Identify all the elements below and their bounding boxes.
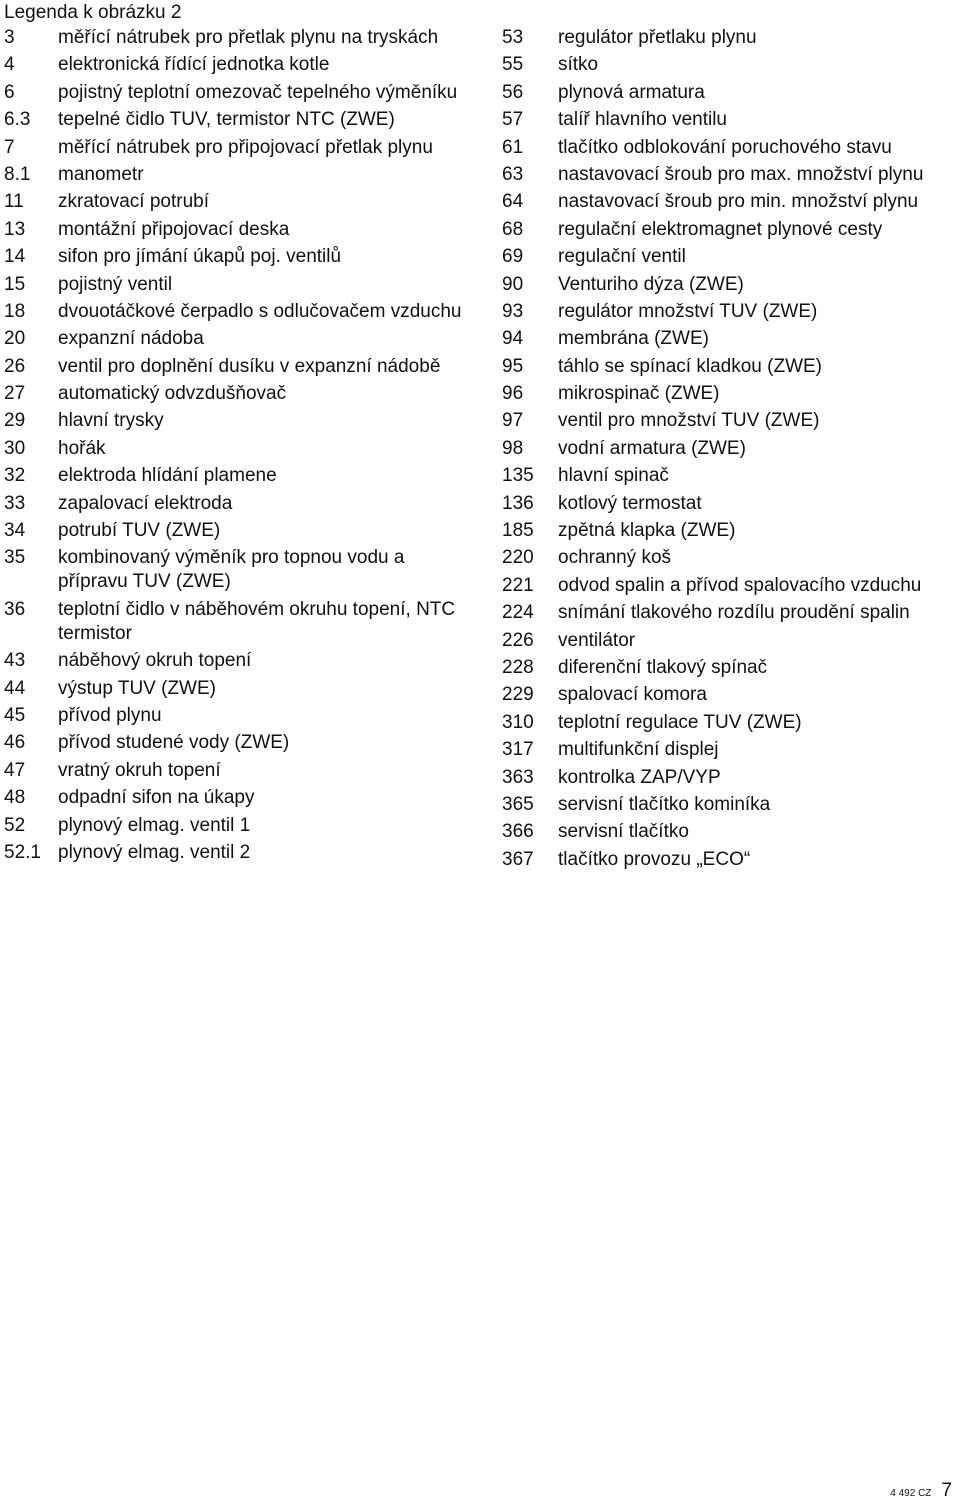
legend-item <box>4 786 464 810</box>
legend-item-number: 52.1 <box>4 841 41 863</box>
legend-item <box>502 327 952 351</box>
legend-item <box>4 814 464 838</box>
legend-item-number: 34 <box>4 520 26 542</box>
legend-item <box>502 793 952 817</box>
legend-item <box>502 108 952 132</box>
legend-item-number: 52 <box>4 814 26 836</box>
legend-item-text: ventil pro množství TUV (ZWE) <box>558 410 820 432</box>
legend-item-number: 45 <box>4 704 26 726</box>
legend-item <box>502 355 952 379</box>
legend-item-text: expanzní nádoba <box>58 328 204 350</box>
legend-item <box>4 108 464 132</box>
legend-item-number: 90 <box>502 273 524 295</box>
legend-item <box>502 601 952 625</box>
legend-item-text: přívod plynu <box>58 704 162 726</box>
legend-item <box>502 848 952 872</box>
legend-item-text: hlavní spinač <box>558 465 669 487</box>
legend-item-number: 29 <box>4 410 26 432</box>
legend-item-number: 365 <box>502 793 534 815</box>
legend-item-number: 367 <box>502 848 534 870</box>
legend-item-text: potrubí TUV (ZWE) <box>58 520 221 542</box>
legend-item <box>4 841 464 865</box>
legend-item <box>502 163 952 187</box>
page-number: 7 <box>941 1480 952 1501</box>
legend-item-number: 135 <box>502 465 534 487</box>
legend-item <box>502 464 952 488</box>
legend-item-text: zapalovací elektroda <box>58 492 233 514</box>
legend-item-text: výstup TUV (ZWE) <box>58 677 216 699</box>
legend-item-number: 64 <box>502 191 524 213</box>
legend-item <box>4 437 464 461</box>
legend-item <box>4 300 464 324</box>
legend-item-text: tepelné čidlo TUV, termistor NTC (ZWE) <box>58 109 395 131</box>
legend-item <box>502 26 952 50</box>
legend-item-number: 48 <box>4 787 26 809</box>
legend-item-number: 228 <box>502 656 534 678</box>
legend-item <box>502 656 952 680</box>
legend-item-text: membrána (ZWE) <box>558 328 709 350</box>
legend-item <box>4 464 464 488</box>
legend-item-number: 221 <box>502 574 534 596</box>
legend-item-number: 53 <box>502 27 524 48</box>
legend-item <box>4 519 464 543</box>
legend-item-number: 185 <box>502 520 534 542</box>
legend-item-number: 317 <box>502 739 534 761</box>
legend-item-text: regulátor přetlaku plynu <box>558 27 757 48</box>
legend-item-number: 229 <box>502 684 534 706</box>
legend-item <box>4 649 464 673</box>
legend-item-text: zpětná klapka (ZWE) <box>558 520 736 542</box>
legend-item-number: 8.1 <box>4 163 31 185</box>
legend-item-number: 15 <box>4 273 26 295</box>
legend-item-text: pojistný ventil <box>58 273 173 295</box>
legend-item-number: 93 <box>502 300 524 322</box>
legend-item-number: 46 <box>4 732 26 754</box>
legend-item <box>4 245 464 269</box>
legend-item-number: 310 <box>502 711 534 733</box>
legend-item-number: 11 <box>4 191 24 213</box>
legend-item-number: 44 <box>4 677 26 699</box>
legend-item-text: nastavovací šroub pro min. množství plynu <box>558 191 919 213</box>
legend-item-number: 18 <box>4 300 26 322</box>
legend-item-number: 4 <box>4 54 15 76</box>
legend-item-text: teplotní regulace TUV (ZWE) <box>558 711 802 733</box>
legend-item-text: měřící nátrubek pro připojovací přetlak plynu <box>58 136 433 158</box>
legend-item-number: 6.3 <box>4 109 31 131</box>
legend-item <box>4 136 464 160</box>
legend-item-text: Venturiho dýza (ZWE) <box>558 273 744 295</box>
legend-item-text: kombinovaný výměník pro topnou vodu a přípravu TUV (ZWE) <box>58 547 405 593</box>
legend-item-text: plynový elmag. ventil 2 <box>58 841 251 863</box>
legend-item-text: montážní připojovací deska <box>58 218 290 240</box>
legend-item <box>4 704 464 728</box>
legend-item-text: náběhový okruh topení <box>58 650 252 672</box>
legend-list-left <box>4 26 464 868</box>
legend-item-text: nastavovací šroub pro max. množství plynu <box>558 163 924 185</box>
legend-item-number: 366 <box>502 821 534 843</box>
legend-item <box>4 677 464 701</box>
legend-item <box>502 711 952 735</box>
legend-item-number: 68 <box>502 218 524 240</box>
legend-item-number: 30 <box>4 437 26 459</box>
legend-item-number: 69 <box>502 246 524 268</box>
legend-item-number: 36 <box>4 598 26 620</box>
legend-item-text: dvouotáčkové čerpadlo s odlučovačem vzduchu <box>58 300 462 322</box>
legend-item-text: talíř hlavního ventilu <box>558 109 727 131</box>
legend-item <box>502 546 952 570</box>
legend-item-number: 55 <box>502 54 524 76</box>
legend-item-text: tlačítko provozu „ECO“ <box>558 848 751 870</box>
legend-item <box>4 273 464 297</box>
legend-item-text: regulátor množství TUV (ZWE) <box>558 300 818 322</box>
legend-item <box>502 218 952 242</box>
legend-item-text: multifunkční displej <box>558 739 719 761</box>
legend-item-text: servisní tlačítko kominíka <box>558 793 771 815</box>
legend-item-text: ventilátor <box>558 629 636 651</box>
legend-item <box>502 492 952 516</box>
legend-item-text: elektronická řídící jednotka kotle <box>58 54 330 76</box>
legend-item-number: 35 <box>4 547 26 569</box>
legend-item-text: odvod spalin a přívod spalovacího vzduchu <box>558 574 922 596</box>
legend-item-number: 26 <box>4 355 26 377</box>
legend-item-number: 98 <box>502 437 524 459</box>
legend-item-text: manometr <box>58 163 144 185</box>
legend-item-number: 20 <box>4 328 26 350</box>
legend-title: Legenda k obrázku 2 <box>4 2 182 23</box>
legend-item-number: 95 <box>502 355 524 377</box>
legend-item-number: 56 <box>502 81 524 103</box>
legend-item-number: 27 <box>4 383 26 405</box>
legend-item-text: odpadní sifon na úkapy <box>58 787 255 809</box>
legend-item-number: 14 <box>4 246 26 268</box>
legend-item <box>4 190 464 214</box>
legend-item-text: sítko <box>558 54 599 76</box>
legend-item-number: 32 <box>4 465 26 487</box>
legend-item <box>502 683 952 707</box>
legend-item <box>502 738 952 762</box>
document-id: 4 492 CZ <box>890 1488 932 1499</box>
legend-item <box>502 629 952 653</box>
legend-item-number: 63 <box>502 163 524 185</box>
legend-item-text: plynová armatura <box>558 81 705 103</box>
legend-item-number: 33 <box>4 492 26 514</box>
legend-item <box>502 81 952 105</box>
legend-item-text: pojistný teplotní omezovač tepelného výměníku <box>58 81 458 103</box>
page-footer <box>890 1480 952 1502</box>
legend-item-text: automatický odvzdušňovač <box>58 383 287 405</box>
legend-item-text: diferenční tlakový spínač <box>558 656 768 678</box>
legend-item-text: snímání tlakového rozdílu proudění spalin <box>558 602 910 624</box>
legend-item-text: servisní tlačítko <box>558 821 689 843</box>
legend-item <box>502 190 952 214</box>
legend-item <box>4 409 464 433</box>
legend-item <box>4 327 464 351</box>
legend-list-right <box>502 26 952 875</box>
legend-item-text: mikrospinač (ZWE) <box>558 383 720 405</box>
legend-item-text: spalovací komora <box>558 684 707 706</box>
legend-item-text: teplotní čidlo v náběhovém okruhu topení, NTC termistor <box>58 598 456 644</box>
legend-item <box>4 355 464 379</box>
legend-item <box>4 492 464 516</box>
legend-item-text: hořák <box>58 437 106 459</box>
legend-item <box>502 409 952 433</box>
legend-item-number: 57 <box>502 109 524 131</box>
legend-item <box>4 53 464 77</box>
legend-item <box>4 382 464 406</box>
legend-item-text: kontrolka ZAP/VYP <box>558 766 721 788</box>
legend-item <box>4 163 464 187</box>
legend-item-number: 226 <box>502 629 534 651</box>
legend-item <box>4 598 464 646</box>
legend-item-number: 47 <box>4 759 26 781</box>
legend-item-number: 61 <box>502 136 524 158</box>
legend-item <box>502 136 952 160</box>
legend-item <box>4 218 464 242</box>
legend-item <box>502 382 952 406</box>
legend-item-number: 43 <box>4 650 26 672</box>
legend-item-text: vratný okruh topení <box>58 759 221 781</box>
legend-item <box>502 245 952 269</box>
legend-item-text: regulační ventil <box>558 246 686 268</box>
legend-item-number: 136 <box>502 492 534 514</box>
legend-item <box>502 574 952 598</box>
legend-item <box>4 546 464 594</box>
legend-item-number: 7 <box>4 136 15 158</box>
legend-item <box>4 26 464 50</box>
legend-item <box>4 81 464 105</box>
legend-item <box>4 731 464 755</box>
legend-item-text: vodní armatura (ZWE) <box>558 437 746 459</box>
legend-item-text: tlačítko odblokování poruchového stavu <box>558 136 892 158</box>
legend-item-text: hlavní trysky <box>58 410 164 432</box>
legend-item-text: sifon pro jímání úkapů poj. ventilů <box>58 246 342 268</box>
legend-item <box>502 766 952 790</box>
legend-item-number: 220 <box>502 547 534 569</box>
legend-item-text: měřící nátrubek pro přetlak plynu na tryskách <box>58 27 439 48</box>
legend-item <box>502 300 952 324</box>
legend-item-text: ochranný koš <box>558 547 672 569</box>
legend-item <box>502 437 952 461</box>
legend-item-number: 97 <box>502 410 524 432</box>
legend-item-number: 96 <box>502 383 524 405</box>
legend-item-text: ventil pro doplnění dusíku v expanzní nádobě <box>58 355 441 377</box>
legend-item <box>502 53 952 77</box>
legend-item-number: 224 <box>502 602 534 624</box>
legend-item-text: kotlový termostat <box>558 492 702 514</box>
legend-item <box>502 820 952 844</box>
legend-item <box>502 519 952 543</box>
legend-item-text: plynový elmag. ventil 1 <box>58 814 251 836</box>
legend-item-number: 94 <box>502 328 524 350</box>
legend-item <box>4 759 464 783</box>
legend-item-text: regulační elektromagnet plynové cesty <box>558 218 883 240</box>
legend-item-text: přívod studené vody (ZWE) <box>58 732 290 754</box>
legend-item-number: 363 <box>502 766 534 788</box>
legend-item <box>502 273 952 297</box>
legend-item-text: táhlo se spínací kladkou (ZWE) <box>558 355 822 377</box>
legend-item-text: elektroda hlídání plamene <box>58 465 277 487</box>
legend-item-text: zkratovací potrubí <box>58 191 210 213</box>
legend-item-number: 13 <box>4 218 26 240</box>
legend-item-number: 3 <box>4 27 15 48</box>
legend-item-number: 6 <box>4 81 15 103</box>
